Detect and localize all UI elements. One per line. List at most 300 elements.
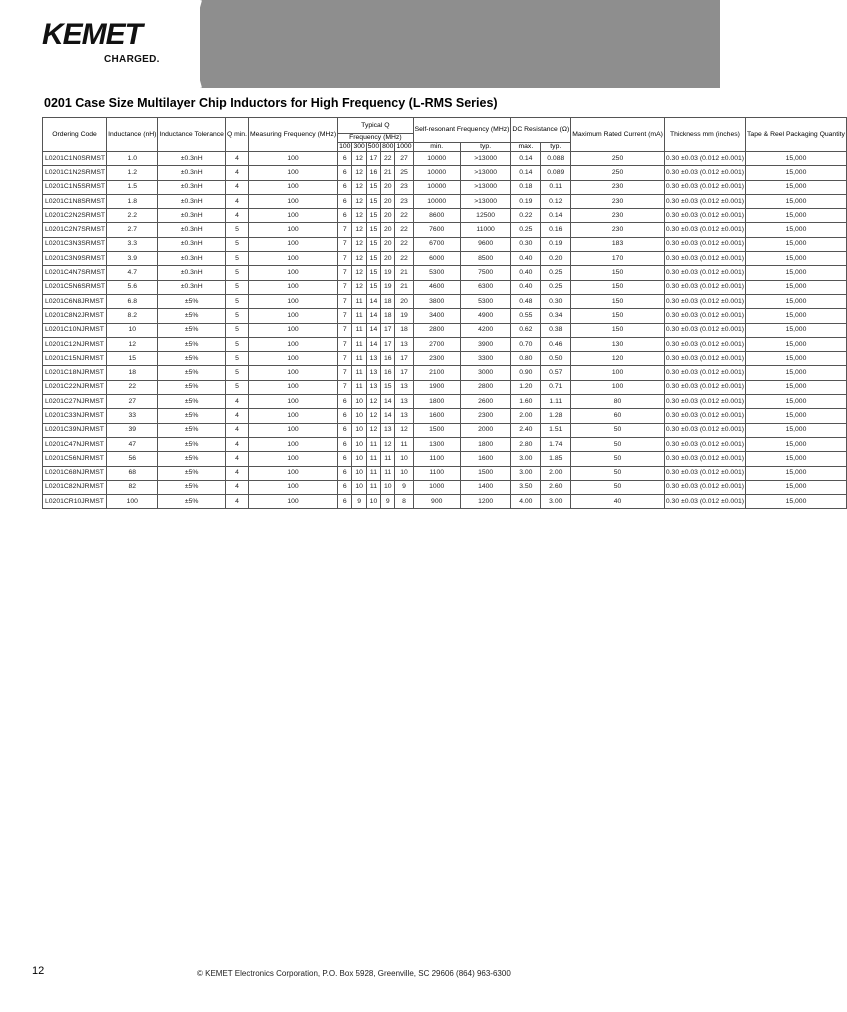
ordering-code-cell: L0201C3N9SRMST: [43, 252, 107, 266]
table-cell: 22: [395, 223, 413, 237]
table-cell: 25: [395, 166, 413, 180]
table-cell: 7: [338, 337, 352, 351]
table-cell: 8500: [460, 252, 511, 266]
table-cell: 0.30 ±0.03 (0.012 ±0.001): [664, 152, 745, 166]
table-cell: 15: [381, 380, 395, 394]
table-cell: 12: [352, 166, 366, 180]
table-cell: 12: [352, 252, 366, 266]
table-cell: 6: [338, 409, 352, 423]
table-cell: 15,000: [746, 466, 847, 480]
table-cell: 0.40: [511, 266, 541, 280]
header-dcr-typ: typ.: [541, 143, 571, 152]
table-cell: 100: [248, 423, 337, 437]
table-cell: 1000: [413, 480, 460, 494]
table-cell: 0.30 ±0.03 (0.012 ±0.001): [664, 366, 745, 380]
table-cell: 8600: [413, 209, 460, 223]
table-cell: ±5%: [158, 480, 226, 494]
table-cell: 14: [366, 309, 380, 323]
table-cell: 0.30 ±0.03 (0.012 ±0.001): [664, 452, 745, 466]
table-row: [43, 452, 847, 466]
table-cell: 1100: [413, 452, 460, 466]
table-cell: 19: [381, 266, 395, 280]
table-cell: 15: [366, 223, 380, 237]
table-cell: 20: [381, 223, 395, 237]
table-row: [43, 209, 847, 223]
table-cell: 10: [352, 452, 366, 466]
table-cell: 0.30 ±0.03 (0.012 ±0.001): [664, 495, 745, 509]
table-cell: 11: [352, 294, 366, 308]
table-cell: 16: [381, 352, 395, 366]
table-cell: 2300: [413, 352, 460, 366]
table-cell: 6: [338, 152, 352, 166]
table-cell: 130: [571, 337, 665, 351]
header-measuring-frequency: Measuring Frequency (MHz): [248, 118, 337, 152]
table-cell: ±5%: [158, 294, 226, 308]
table-cell: 50: [571, 466, 665, 480]
table-cell: 15: [366, 194, 380, 208]
ordering-code-cell: L0201C10NJRMST: [43, 323, 107, 337]
table-cell: 15,000: [746, 452, 847, 466]
table-cell: 1.5: [107, 180, 158, 194]
table-cell: 0.30 ±0.03 (0.012 ±0.001): [664, 266, 745, 280]
table-cell: 100: [248, 323, 337, 337]
table-cell: 17: [381, 323, 395, 337]
table-cell: 15,000: [746, 294, 847, 308]
table-cell: 13: [366, 380, 380, 394]
table-cell: 1400: [460, 480, 511, 494]
table-cell: 0.16: [541, 223, 571, 237]
header-thickness: Thickness mm (inches): [664, 118, 745, 152]
table-cell: 14: [366, 294, 380, 308]
table-cell: 10000: [413, 180, 460, 194]
table-cell: 0.30 ±0.03 (0.012 ±0.001): [664, 294, 745, 308]
table-cell: 0.089: [541, 166, 571, 180]
ordering-code-cell: L0201C15NJRMST: [43, 352, 107, 366]
table-cell: 0.34: [541, 309, 571, 323]
table-cell: 10: [395, 452, 413, 466]
table-cell: 12: [381, 437, 395, 451]
table-cell: 0.12: [541, 194, 571, 208]
table-cell: 10: [352, 437, 366, 451]
table-cell: ±5%: [158, 423, 226, 437]
table-cell: 4: [225, 495, 248, 509]
table-cell: 0.30: [541, 294, 571, 308]
table-cell: 6: [338, 180, 352, 194]
table-cell: 6: [338, 452, 352, 466]
header-ordering-code: Ordering Code: [43, 118, 107, 152]
table-cell: 33: [107, 409, 158, 423]
header-frequency: Frequency (MHz): [338, 134, 414, 143]
table-cell: 1500: [460, 466, 511, 480]
table-cell: ±0.3nH: [158, 152, 226, 166]
table-cell: 15,000: [746, 237, 847, 251]
table-cell: 12: [352, 280, 366, 294]
table-cell: 15: [107, 352, 158, 366]
table-cell: 4: [225, 194, 248, 208]
table-cell: 0.19: [541, 237, 571, 251]
table-cell: 11: [352, 380, 366, 394]
ordering-code-cell: L0201C2N2SRMST: [43, 209, 107, 223]
table-cell: 100: [248, 237, 337, 251]
table-cell: 100: [248, 280, 337, 294]
table-cell: 100: [248, 352, 337, 366]
table-cell: 2000: [460, 423, 511, 437]
table-cell: 7: [338, 266, 352, 280]
table-cell: 8.2: [107, 309, 158, 323]
table-cell: 11: [395, 437, 413, 451]
table-cell: 5: [225, 280, 248, 294]
table-cell: 3.00: [511, 466, 541, 480]
table-cell: 5: [225, 252, 248, 266]
ordering-code-cell: L0201C39NJRMST: [43, 423, 107, 437]
table-cell: 230: [571, 180, 665, 194]
ordering-code-cell: L0201C18NJRMST: [43, 366, 107, 380]
table-cell: 50: [571, 452, 665, 466]
table-cell: 4: [225, 409, 248, 423]
table-cell: 100: [248, 466, 337, 480]
table-cell: 20: [381, 237, 395, 251]
table-cell: 0.30 ±0.03 (0.012 ±0.001): [664, 395, 745, 409]
table-cell: 11000: [460, 223, 511, 237]
table-cell: 1800: [460, 437, 511, 451]
table-cell: 15: [366, 252, 380, 266]
table-cell: 7: [338, 380, 352, 394]
ordering-code-cell: L0201C56NJRMST: [43, 452, 107, 466]
table-cell: 1800: [413, 395, 460, 409]
table-cell: >13000: [460, 180, 511, 194]
table-cell: 100: [248, 166, 337, 180]
table-cell: 14: [366, 337, 380, 351]
table-cell: 10000: [413, 152, 460, 166]
table-cell: 0.30: [511, 237, 541, 251]
table-cell: 4600: [413, 280, 460, 294]
table-cell: 17: [395, 352, 413, 366]
table-cell: 10: [352, 480, 366, 494]
spec-table-body: [43, 152, 847, 509]
ordering-code-cell: L0201C12NJRMST: [43, 337, 107, 351]
table-cell: 183: [571, 237, 665, 251]
table-cell: 15: [366, 280, 380, 294]
table-cell: 4.00: [511, 495, 541, 509]
table-cell: 9: [395, 480, 413, 494]
table-cell: 4: [225, 180, 248, 194]
table-cell: 0.30 ±0.03 (0.012 ±0.001): [664, 180, 745, 194]
table-cell: ±0.3nH: [158, 280, 226, 294]
table-cell: 82: [107, 480, 158, 494]
ordering-code-cell: L0201C22NJRMST: [43, 380, 107, 394]
table-cell: 0.30 ±0.03 (0.012 ±0.001): [664, 194, 745, 208]
table-cell: 900: [413, 495, 460, 509]
table-cell: 9600: [460, 237, 511, 251]
table-cell: 17: [381, 337, 395, 351]
ordering-code-cell: L0201C1N2SRMST: [43, 166, 107, 180]
page-number: 12: [32, 965, 45, 977]
table-cell: 18: [107, 366, 158, 380]
table-cell: 12: [107, 337, 158, 351]
table-cell: 100: [248, 409, 337, 423]
table-cell: 150: [571, 280, 665, 294]
table-cell: 100: [248, 266, 337, 280]
table-cell: 3.9: [107, 252, 158, 266]
table-cell: ±5%: [158, 366, 226, 380]
table-cell: 100: [248, 152, 337, 166]
table-cell: ±5%: [158, 409, 226, 423]
table-cell: 21: [395, 280, 413, 294]
header-freq-800: 800: [382, 143, 394, 150]
table-cell: 15,000: [746, 180, 847, 194]
ordering-code-cell: L0201C1N8SRMST: [43, 194, 107, 208]
ordering-code-cell: L0201C2N7SRMST: [43, 223, 107, 237]
logo-wordmark: KEMET: [42, 18, 142, 51]
table-cell: 13: [366, 366, 380, 380]
ordering-code-cell: L0201C82NJRMST: [43, 480, 107, 494]
table-cell: 12: [395, 423, 413, 437]
table-cell: 12: [366, 409, 380, 423]
table-cell: 0.30 ±0.03 (0.012 ±0.001): [664, 352, 745, 366]
table-cell: 6: [338, 466, 352, 480]
table-cell: 15,000: [746, 166, 847, 180]
logo-tagline: CHARGED.: [104, 54, 160, 65]
table-cell: 6: [338, 495, 352, 509]
table-cell: 4.7: [107, 266, 158, 280]
table-cell: 100: [248, 252, 337, 266]
table-cell: 20: [381, 194, 395, 208]
table-cell: 5: [225, 223, 248, 237]
table-cell: 100: [571, 380, 665, 394]
table-cell: 4: [225, 452, 248, 466]
table-cell: ±5%: [158, 352, 226, 366]
table-cell: 10000: [413, 194, 460, 208]
table-cell: 3.00: [541, 495, 571, 509]
table-cell: ±5%: [158, 380, 226, 394]
table-cell: 15,000: [746, 480, 847, 494]
table-cell: 2.7: [107, 223, 158, 237]
table-cell: 2600: [460, 395, 511, 409]
table-cell: ±5%: [158, 309, 226, 323]
table-cell: 0.55: [511, 309, 541, 323]
table-row: [43, 252, 847, 266]
table-cell: 3900: [460, 337, 511, 351]
table-cell: 250: [571, 152, 665, 166]
table-cell: 100: [571, 366, 665, 380]
table-cell: 5: [225, 366, 248, 380]
table-cell: 18: [395, 323, 413, 337]
table-cell: 150: [571, 266, 665, 280]
table-cell: 100: [248, 395, 337, 409]
table-row: [43, 366, 847, 380]
table-cell: 0.71: [541, 380, 571, 394]
table-cell: 19: [381, 280, 395, 294]
table-cell: 0.30 ±0.03 (0.012 ±0.001): [664, 223, 745, 237]
table-cell: 4: [225, 209, 248, 223]
table-cell: 15,000: [746, 437, 847, 451]
table-cell: 27: [395, 152, 413, 166]
table-cell: 0.40: [511, 252, 541, 266]
table-cell: 15,000: [746, 380, 847, 394]
table-cell: 120: [571, 352, 665, 366]
table-row: [43, 380, 847, 394]
table-cell: 6: [338, 480, 352, 494]
table-cell: 7: [338, 252, 352, 266]
table-cell: 11: [366, 466, 380, 480]
table-cell: ±0.3nH: [158, 180, 226, 194]
table-cell: 1.0: [107, 152, 158, 166]
table-cell: 10: [366, 495, 380, 509]
table-cell: ±0.3nH: [158, 223, 226, 237]
table-cell: 0.14: [511, 152, 541, 166]
table-cell: 15,000: [746, 323, 847, 337]
table-cell: 100: [248, 337, 337, 351]
table-cell: 10: [395, 466, 413, 480]
table-cell: 15,000: [746, 352, 847, 366]
table-cell: 15,000: [746, 280, 847, 294]
table-cell: 6: [338, 395, 352, 409]
table-cell: 0.18: [511, 180, 541, 194]
table-cell: 5: [225, 337, 248, 351]
table-cell: 15,000: [746, 337, 847, 351]
table-cell: 15,000: [746, 266, 847, 280]
table-cell: 1600: [460, 452, 511, 466]
table-cell: 7500: [460, 266, 511, 280]
table-cell: ±0.3nH: [158, 252, 226, 266]
table-cell: 4: [225, 152, 248, 166]
table-cell: 4: [225, 480, 248, 494]
table-cell: 100: [248, 180, 337, 194]
table-cell: 22: [395, 252, 413, 266]
table-cell: 0.20: [541, 252, 571, 266]
table-cell: 7: [338, 366, 352, 380]
table-cell: ±0.3nH: [158, 266, 226, 280]
table-row: [43, 280, 847, 294]
ordering-code-cell: L0201C4N7SRMST: [43, 266, 107, 280]
table-row: [43, 323, 847, 337]
table-cell: 15,000: [746, 366, 847, 380]
table-cell: 0.70: [511, 337, 541, 351]
table-cell: 0.50: [541, 352, 571, 366]
table-cell: 12: [366, 423, 380, 437]
table-cell: 0.46: [541, 337, 571, 351]
header-srf-typ: typ.: [460, 143, 511, 152]
table-cell: 100: [248, 437, 337, 451]
table-cell: 2.40: [511, 423, 541, 437]
header-q-min: Q min.: [225, 118, 248, 152]
header-inductance: Inductance (nH): [107, 118, 158, 152]
table-cell: 19: [395, 309, 413, 323]
table-cell: 15,000: [746, 423, 847, 437]
table-row: [43, 223, 847, 237]
table-cell: 0.48: [511, 294, 541, 308]
table-cell: 4900: [460, 309, 511, 323]
table-cell: 230: [571, 209, 665, 223]
table-cell: 0.38: [541, 323, 571, 337]
table-row: [43, 423, 847, 437]
table-cell: 0.30 ±0.03 (0.012 ±0.001): [664, 166, 745, 180]
table-cell: ±5%: [158, 337, 226, 351]
table-row: [43, 437, 847, 451]
table-cell: 12: [366, 395, 380, 409]
table-cell: 22: [107, 380, 158, 394]
table-cell: 0.30 ±0.03 (0.012 ±0.001): [664, 409, 745, 423]
table-cell: 17: [395, 366, 413, 380]
table-cell: 12500: [460, 209, 511, 223]
table-cell: 0.30 ±0.03 (0.012 ±0.001): [664, 309, 745, 323]
table-cell: 0.19: [511, 194, 541, 208]
logo: [0, 0, 200, 88]
table-cell: 1.11: [541, 395, 571, 409]
table-cell: 3300: [460, 352, 511, 366]
table-cell: ±0.3nH: [158, 209, 226, 223]
header-packaging: Tape & Reel Packaging Quantity: [746, 118, 847, 152]
table-cell: 47: [107, 437, 158, 451]
header-freq-100: 100: [339, 143, 351, 150]
table-row: [43, 480, 847, 494]
table-cell: 9: [352, 495, 366, 509]
table-cell: 100: [248, 452, 337, 466]
table-cell: 3.50: [511, 480, 541, 494]
table-cell: 2800: [460, 380, 511, 394]
table-row: [43, 395, 847, 409]
table-cell: 15,000: [746, 252, 847, 266]
table-cell: 2800: [413, 323, 460, 337]
table-cell: 22: [395, 237, 413, 251]
table-cell: 12: [352, 266, 366, 280]
table-cell: 0.40: [511, 280, 541, 294]
table-cell: 0.088: [541, 152, 571, 166]
table-row: [43, 309, 847, 323]
table-cell: >13000: [460, 194, 511, 208]
table-cell: 14: [381, 395, 395, 409]
table-cell: 11: [366, 480, 380, 494]
page-header: [0, 0, 720, 88]
table-cell: 6: [338, 437, 352, 451]
table-cell: ±0.3nH: [158, 166, 226, 180]
table-row: [43, 466, 847, 480]
table-cell: 6: [338, 209, 352, 223]
table-cell: 60: [571, 409, 665, 423]
table-cell: 5: [225, 294, 248, 308]
table-cell: 100: [248, 209, 337, 223]
table-cell: 6700: [413, 237, 460, 251]
table-cell: 15,000: [746, 223, 847, 237]
table-cell: 23: [395, 194, 413, 208]
table-cell: 2.00: [541, 466, 571, 480]
table-row: [43, 180, 847, 194]
table-cell: 10: [352, 423, 366, 437]
header-typical-q: Typical Q: [338, 118, 414, 134]
table-cell: 0.30 ±0.03 (0.012 ±0.001): [664, 466, 745, 480]
table-cell: 12: [352, 152, 366, 166]
ordering-code-cell: L0201C6N8JRMST: [43, 294, 107, 308]
table-cell: 0.90: [511, 366, 541, 380]
header-current: Maximum Rated Current (mA): [571, 118, 665, 152]
ordering-code-cell: L0201C33NJRMST: [43, 409, 107, 423]
table-cell: 11: [366, 452, 380, 466]
table-cell: 12: [352, 237, 366, 251]
table-cell: 7600: [413, 223, 460, 237]
table-cell: 0.22: [511, 209, 541, 223]
table-cell: 12: [352, 180, 366, 194]
table-row: [43, 237, 847, 251]
table-cell: 2.2: [107, 209, 158, 223]
table-cell: 15,000: [746, 395, 847, 409]
table-cell: 1.2: [107, 166, 158, 180]
table-cell: 22: [381, 152, 395, 166]
table-cell: 20: [395, 294, 413, 308]
table-cell: 10: [352, 395, 366, 409]
table-cell: 6000: [413, 252, 460, 266]
table-cell: 11: [352, 337, 366, 351]
table-cell: 15,000: [746, 409, 847, 423]
